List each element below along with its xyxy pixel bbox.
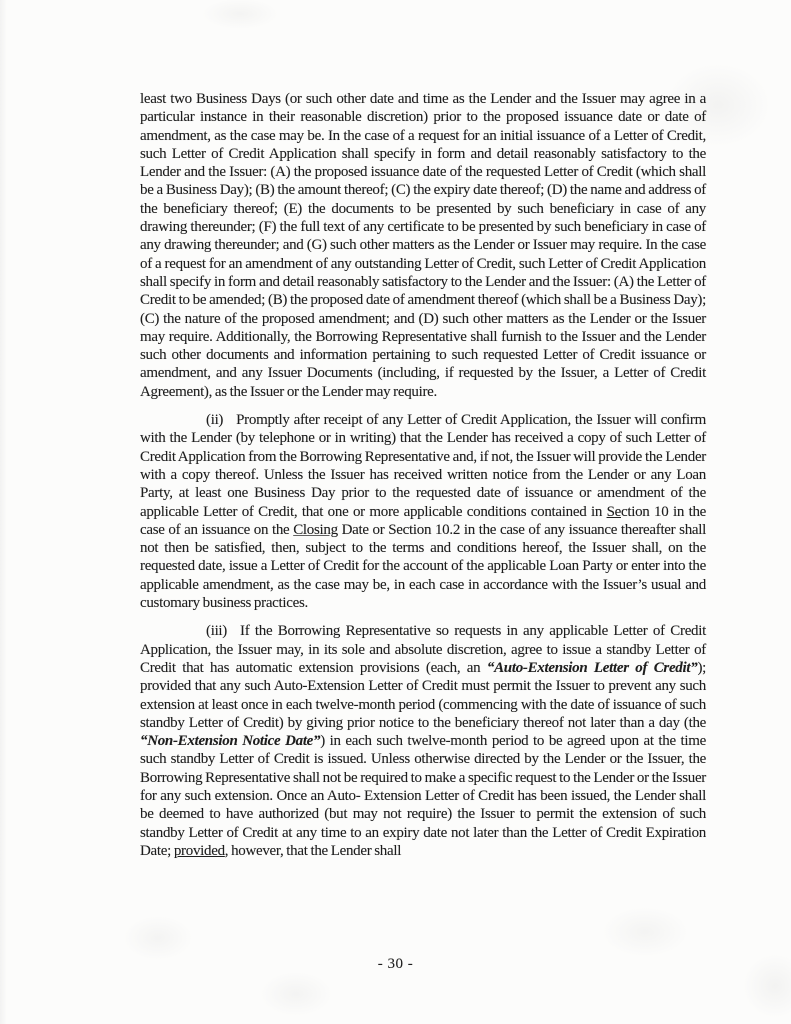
text-run: least two Business Days (or such other date and time as the Lender and the Issuer may agree in a particular instance in their reasonable discretion) prior to the proposed issuance date or date of amendment, as the case may be. In the case of a request for an initial issuance of a Letter of Credit, such Letter of Credit Application shall specify in form and detail reasonably satisfactory to the Lender and the Issuer: (A) the proposed issuance date of the requested Letter of Credit (which shall be a Business Day); (B) the amount thereof; (C) the expiry date thereof; (D) the name and address of the beneficiary thereof; (E) the documents to be presented by such beneficiary in case of any drawing thereunder; (F) the full text of any certificate to be presented by such beneficiary in case of any drawing thereunder; and (G) such other matters as the Lender or Issuer may require. In the case of a request for an amendment of any outstanding Letter of Credit, such Letter of Credit Application shall specify in form and detail reasonably satisfactory to the Lender and the Issuer: (A) the Letter of Credit to be amended; (B) the proposed date of amendment thereof (which shall be a Business Day); (C) the nature of the proposed amendment; and (D) such other matters as the Lender or the Issuer may require. Additionally, the Borrowing Representative shall furnish to the Issuer and the Lender such other documents and information pertaining to such requested Letter of Credit issuance or amendment, and any Issuer Documents (including, if requested by the Issuer, a Letter of Credit Agreement), as the Issuer or the Lender may require. bbox=[140, 91, 706, 400]
text-run: Date or Section 10.2 in the case of any issuance thereafter shall not then be satisfied, then, subject to the terms and conditions hereof, the Issuer shall, on the requested date, issue a Letter of Credit for the account of the applicable Loan Party or enter into the applicable amendment, as the case may be, in each case in accordance with the Issuer’s usual and customary business practices. bbox=[140, 521, 707, 612]
paragraph bbox=[140, 622, 706, 860]
text-run: “Non-Extension Notice Date” bbox=[140, 733, 321, 750]
text-run: (iii) bbox=[206, 623, 227, 640]
text-run: provided bbox=[173, 842, 225, 859]
text-run: ); provided that any such Auto-Extension Letter of Credit must permit the Issuer to prevent any such extension at least once in each twelve-month period (commencing with the date of issuance of such standby Letter of Credit) by giving prior notice to the beneficiary thereof not later than a day (the bbox=[140, 659, 707, 731]
text-run: ction 10 in the case of an issuance on the bbox=[140, 503, 706, 538]
text-run: “Auto-Extension Letter of Credit” bbox=[486, 659, 698, 676]
page-number: - 30 - bbox=[377, 956, 414, 972]
text-run: Se bbox=[606, 503, 621, 520]
text-run: , however, that the Lender shall bbox=[224, 842, 402, 859]
text-run: (ii) bbox=[206, 412, 224, 429]
paragraph bbox=[140, 411, 706, 612]
text-run: If the Borrowing Representative so requests in any applicable Letter of Credit Application, the Issuer may, in its sole and absolute discretion, agree to issue a standby Letter of Credit that has automatic extension provisions (each, an bbox=[140, 623, 706, 676]
text-run: Closing bbox=[293, 521, 338, 538]
paragraph bbox=[140, 90, 706, 401]
text-body bbox=[140, 90, 706, 870]
text-run: Promptly after receipt of any Letter of Credit Application, the Issuer will confirm with the Lender (by telephone or in writing) that the Lender has received a copy of such Letter of Credit Application from the Borrowing Representative and, if not, the Issuer will provide the Lender with a copy thereof. Unless the Issuer has received written notice from the Lender or any Loan Party, at least one Business Day prior to the requested date of issuance or amendment of the applicable Letter of Credit, that one or more applicable conditions contained in bbox=[140, 412, 706, 520]
text-run: ) in each such twelve-month period to be agreed upon at the time such standby Letter of Credit is issued. Unless otherwise directed by the Lender or the Issuer, the Borrowing Representative shall not be required to make a specific request to the Lender or the Issuer for any such extension. Once an Auto- Extension Letter of Credit has been issued, the Lender shall be deemed to have authorized (but may not require) the Issuer to permit the extension of such standby Letter of Credit at any time to an expiry date not later than the Letter of Credit Expiration Date; bbox=[140, 733, 706, 859]
